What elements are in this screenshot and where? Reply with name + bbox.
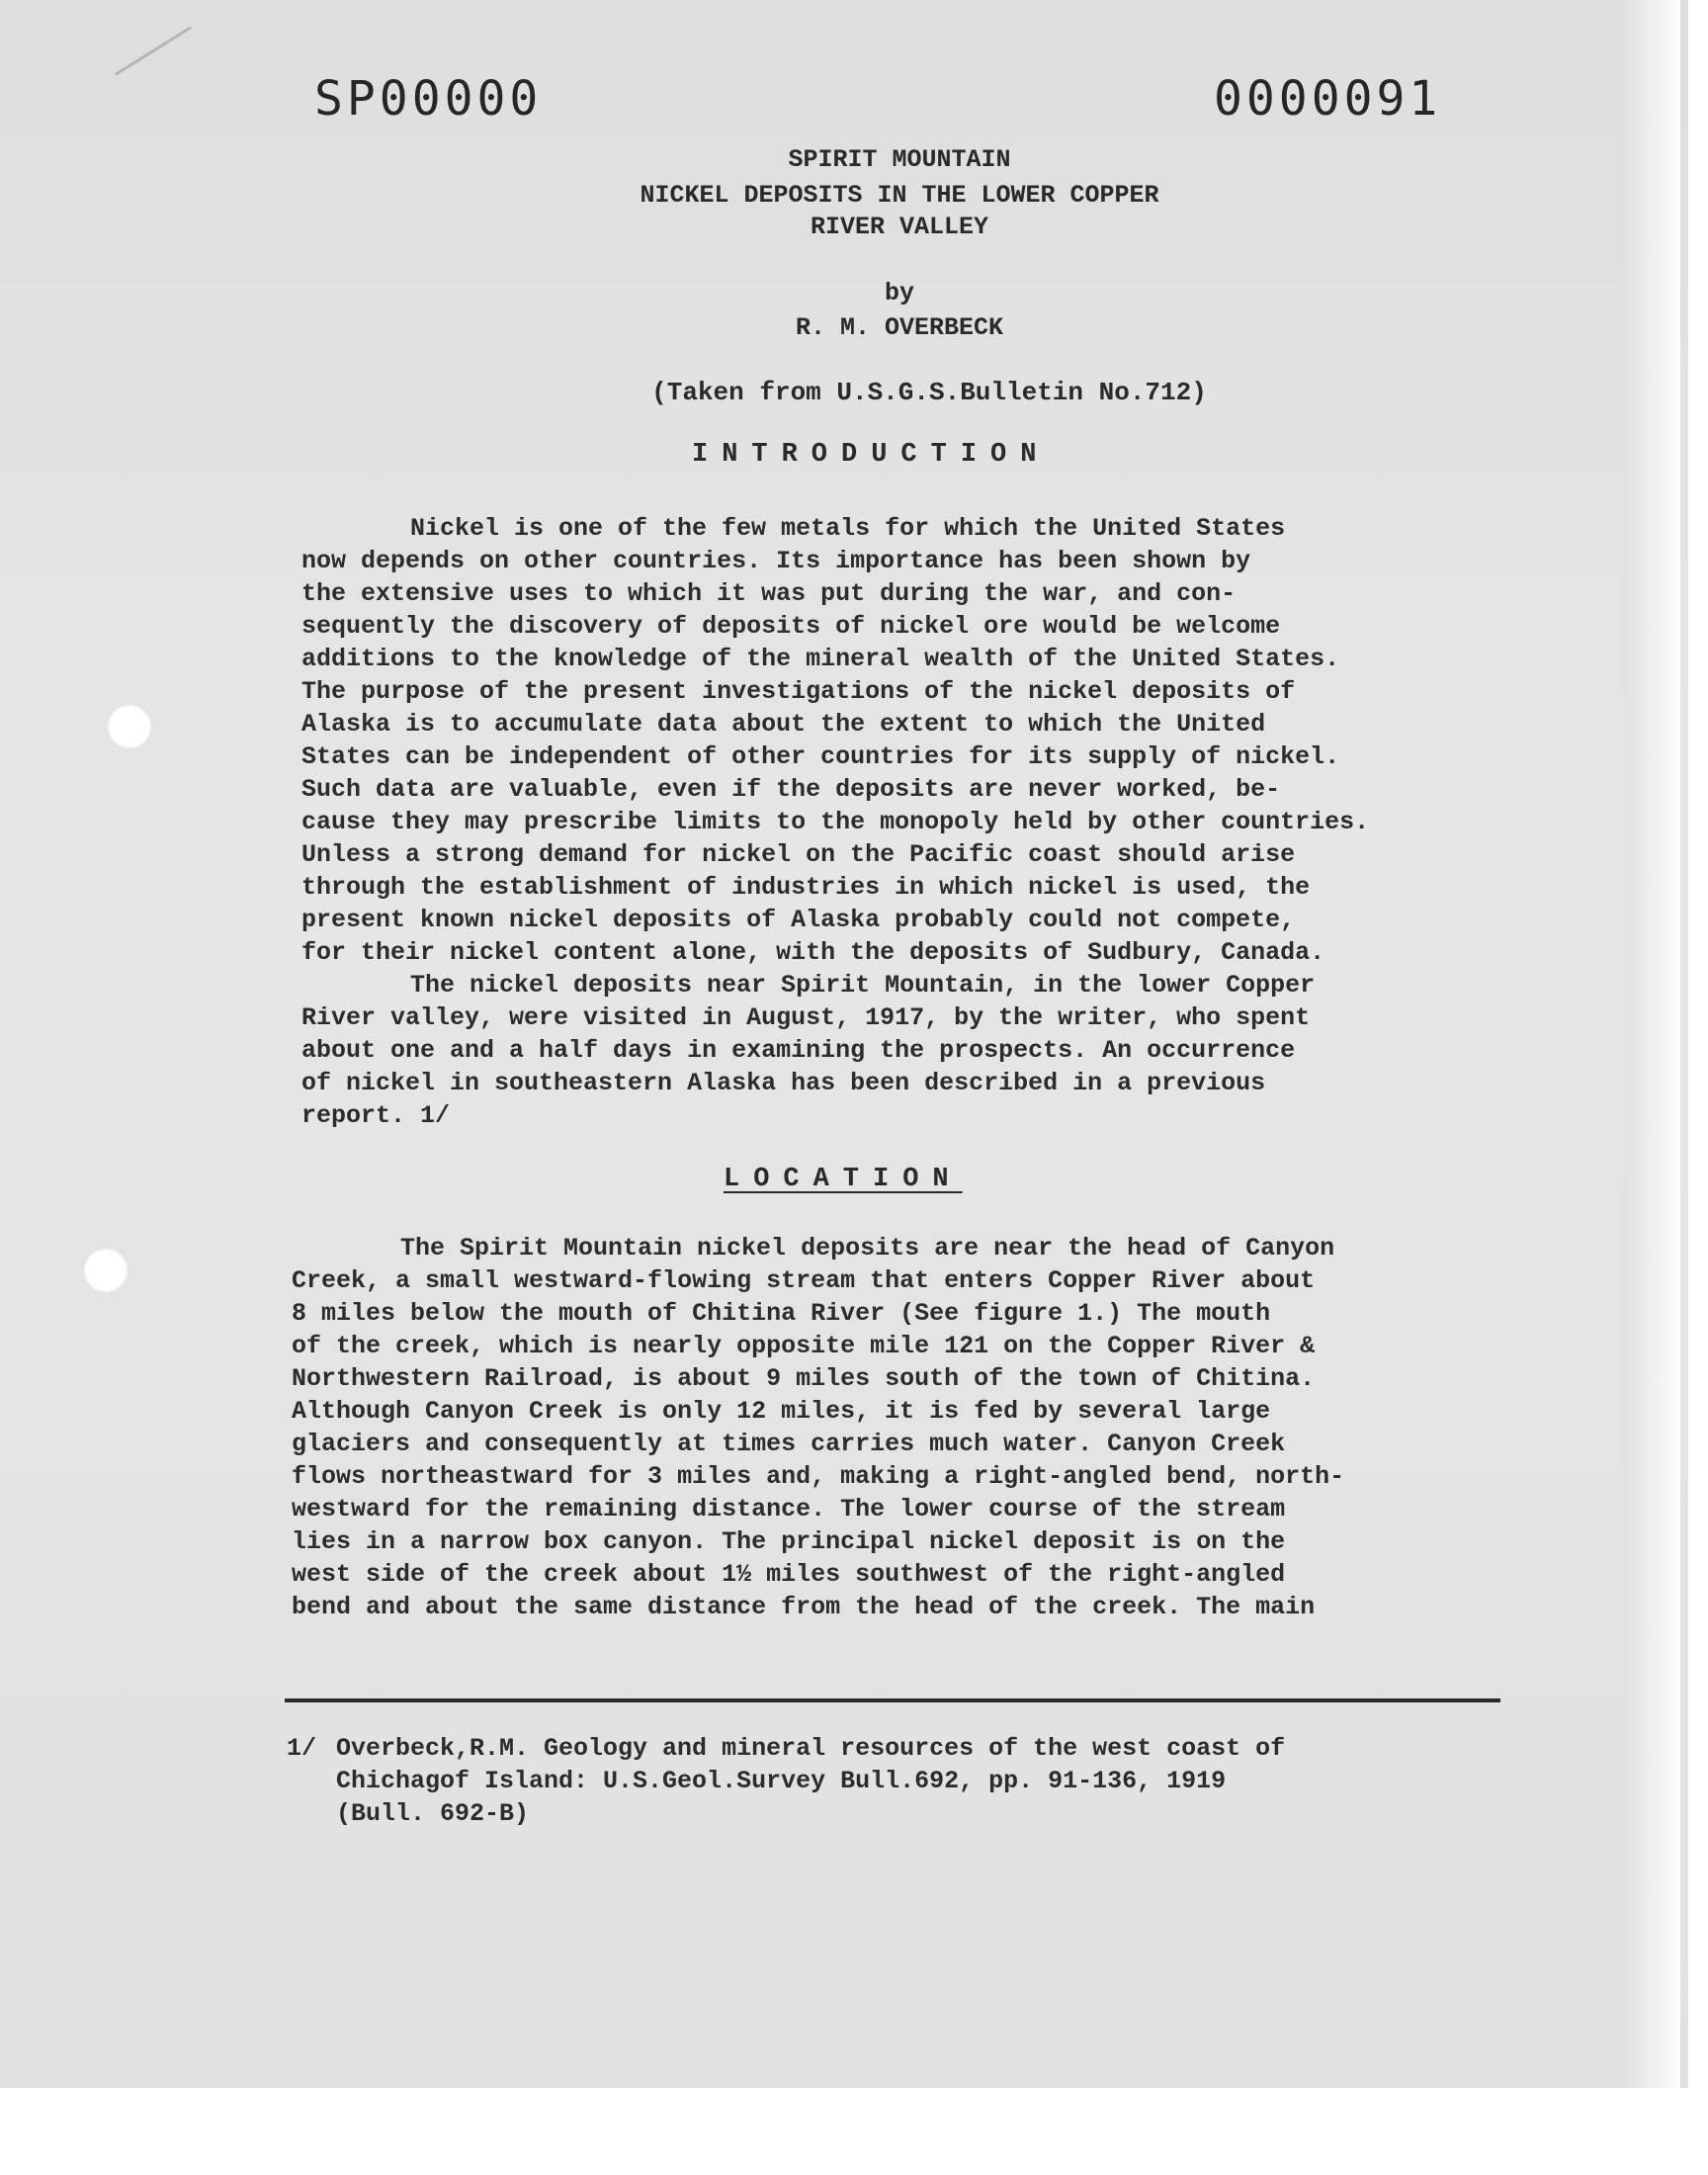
text-line: lies in a narrow box canyon. The principal nickel deposit is on the (292, 1527, 1286, 1556)
location-paragraph (292, 1232, 1344, 1623)
text-line: The purpose of the present investigations of the nickel deposits of (301, 677, 1296, 706)
title-line-3: RIVER VALLEY (810, 213, 989, 241)
text-line: River valley, were visited in August, 1917, by the writer, who spent (301, 1003, 1311, 1032)
text-line: bend and about the same distance from the head of the creek. The main (292, 1593, 1316, 1621)
introduction-heading: INTRODUCTION (692, 440, 1051, 470)
text-line: sequently the discovery of deposits of nickel ore would be welcome (301, 612, 1281, 641)
text-line: Unless a strong demand for nickel on the Pacific coast should arise (301, 840, 1296, 869)
footnote-line: Overbeck,R.M. Geology and mineral resources of the west coast of (336, 1734, 1286, 1763)
text-line: about one and a half days in examining the prospects. An occurrence (301, 1036, 1296, 1065)
text-line: additions to the knowledge of the mineral wealth of the United States. (301, 645, 1340, 673)
document-id-left: SP00000 (314, 71, 543, 127)
text-line: The nickel deposits near Spirit Mountain, in the lower Copper (410, 971, 1316, 1000)
byline: by (884, 279, 914, 307)
text-line: Such data are valuable, even if the deposits are never worked, be- (301, 775, 1281, 804)
text-line: flows northeastward for 3 miles and, making a right-angled bend, north- (292, 1462, 1345, 1491)
text-line: Alaska is to accumulate data about the extent to which the United (301, 710, 1266, 739)
text-line: glaciers and consequently at times carries much water. Canyon Creek (292, 1430, 1286, 1458)
location-heading: LOCATION (724, 1165, 963, 1194)
text-line: Northwestern Railroad, is about 9 miles south of the town of Chitina. (292, 1364, 1316, 1393)
text-line: report. 1/ (301, 1101, 451, 1130)
text-line: westward for the remaining distance. The lower course of the stream (292, 1495, 1286, 1523)
text-line: Although Canyon Creek is only 12 miles, it is fed by several large (292, 1397, 1271, 1426)
document-page (59, 0, 1641, 2088)
introduction-paragraph (301, 512, 1369, 1132)
text-line: through the establishment of industries in which nickel is used, the (301, 873, 1311, 902)
text-line: Nickel is one of the few metals for which the United States (410, 514, 1286, 543)
text-line: for their nickel content alone, with the deposits of Sudbury, Canada. (301, 938, 1325, 967)
text-line: the extensive uses to which it was put during the war, and con- (301, 579, 1237, 608)
footnote-line: (Bull. 692-B) (336, 1799, 530, 1828)
footnote (287, 1732, 1286, 1830)
text-line: States can be independent of other countries for its supply of nickel. (301, 742, 1340, 771)
footnote-marker: 1/ (287, 1734, 317, 1763)
page-number-id: 0000091 (1214, 71, 1442, 127)
text-line: present known nickel deposits of Alaska probably could not compete, (301, 906, 1296, 934)
text-line: cause they may prescribe limits to the monopoly held by other countries. (301, 808, 1370, 836)
text-line: Creek, a small westward-flowing stream that enters Copper River about (292, 1266, 1316, 1295)
text-line: now depends on other countries. Its importance has been shown by (301, 547, 1251, 575)
title-line-1: SPIRIT MOUNTAIN (788, 145, 1011, 174)
text-line: 8 miles below the mouth of Chitina River (See figure 1.) The mouth (292, 1299, 1271, 1328)
footnote-line: Chichagof Island: U.S.Geol.Survey Bull.692, pp. 91-136, 1919 (336, 1767, 1227, 1795)
footnote-divider (285, 1698, 1500, 1702)
title-line-2: NICKEL DEPOSITS IN THE LOWER COPPER (640, 181, 1159, 210)
author: R. M. OVERBECK (795, 313, 1004, 342)
source-citation: (Taken from U.S.G.S.Bulletin No.712) (651, 378, 1207, 407)
text-line: west side of the creek about 1½ miles southwest of the right-angled (292, 1560, 1286, 1589)
text-line: of nickel in southeastern Alaska has been described in a previous (301, 1069, 1266, 1097)
text-line: The Spirit Mountain nickel deposits are near the head of Canyon (400, 1234, 1335, 1262)
text-line: of the creek, which is nearly opposite mile 121 on the Copper River & (292, 1332, 1316, 1360)
